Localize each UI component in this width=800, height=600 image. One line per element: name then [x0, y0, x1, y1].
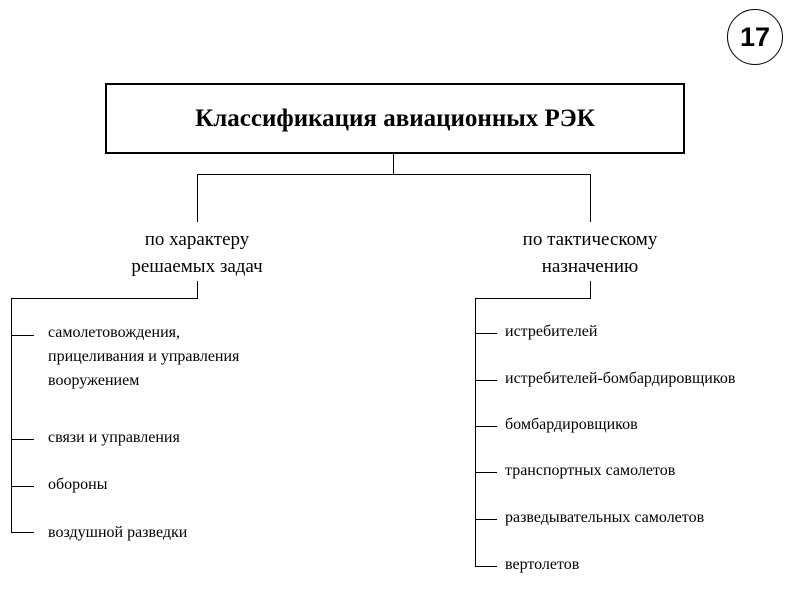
branch-line	[475, 333, 497, 334]
item-text: связи и управления	[48, 429, 180, 446]
branch-line	[475, 472, 497, 473]
item-text: бомбардировщиков	[505, 416, 638, 433]
item-text: транспортных самолетов	[505, 462, 676, 479]
list-item	[505, 459, 675, 483]
connector	[590, 281, 591, 298]
connector	[475, 298, 591, 299]
list-item	[505, 553, 579, 577]
connector	[197, 174, 591, 175]
list-item	[48, 321, 239, 393]
item-text: разведывательных самолетов	[505, 509, 705, 526]
branch-line	[475, 380, 497, 381]
branch-line	[475, 519, 497, 520]
item-text: обороны	[48, 476, 108, 493]
branch-line	[11, 335, 34, 336]
list-item	[505, 367, 735, 391]
page-number-badge	[727, 9, 783, 65]
group-label-tasks	[67, 226, 327, 280]
diagram-title: Классификация авиационных РЭК	[195, 104, 595, 132]
page-number: 17	[739, 21, 771, 52]
list-item	[48, 426, 180, 450]
item-text: истребителей	[505, 323, 598, 340]
branch-line	[475, 566, 497, 567]
group-label-line: по тактическому	[522, 229, 658, 250]
branch-line	[11, 486, 34, 487]
branch-line	[11, 439, 34, 440]
connector	[197, 281, 198, 298]
list-item	[48, 473, 107, 497]
item-text: воздушной разведки	[48, 524, 188, 541]
branch-line	[11, 532, 34, 533]
group-label-line: назначению	[541, 256, 639, 277]
item-text: истребителей-бомбардировщиков	[505, 370, 736, 387]
connector	[11, 298, 198, 299]
connector	[393, 152, 394, 174]
list-item	[48, 521, 187, 545]
item-text: вертолетов	[505, 556, 580, 573]
group-label-line: решаемых задач	[131, 256, 263, 277]
list-item	[505, 506, 704, 530]
connector	[475, 298, 476, 567]
list-item	[505, 413, 638, 437]
group-label-tactical	[460, 226, 720, 280]
connector	[197, 174, 198, 222]
group-label-line: по характеру	[144, 229, 250, 250]
list-item	[505, 320, 597, 344]
branch-line	[475, 426, 497, 427]
item-text: вооружением	[48, 372, 140, 389]
item-text: прицеливания и управления	[48, 348, 240, 365]
item-text: самолетовождения,	[48, 324, 181, 341]
connector	[590, 174, 591, 222]
diagram-title-box	[105, 83, 685, 154]
connector	[11, 298, 12, 533]
